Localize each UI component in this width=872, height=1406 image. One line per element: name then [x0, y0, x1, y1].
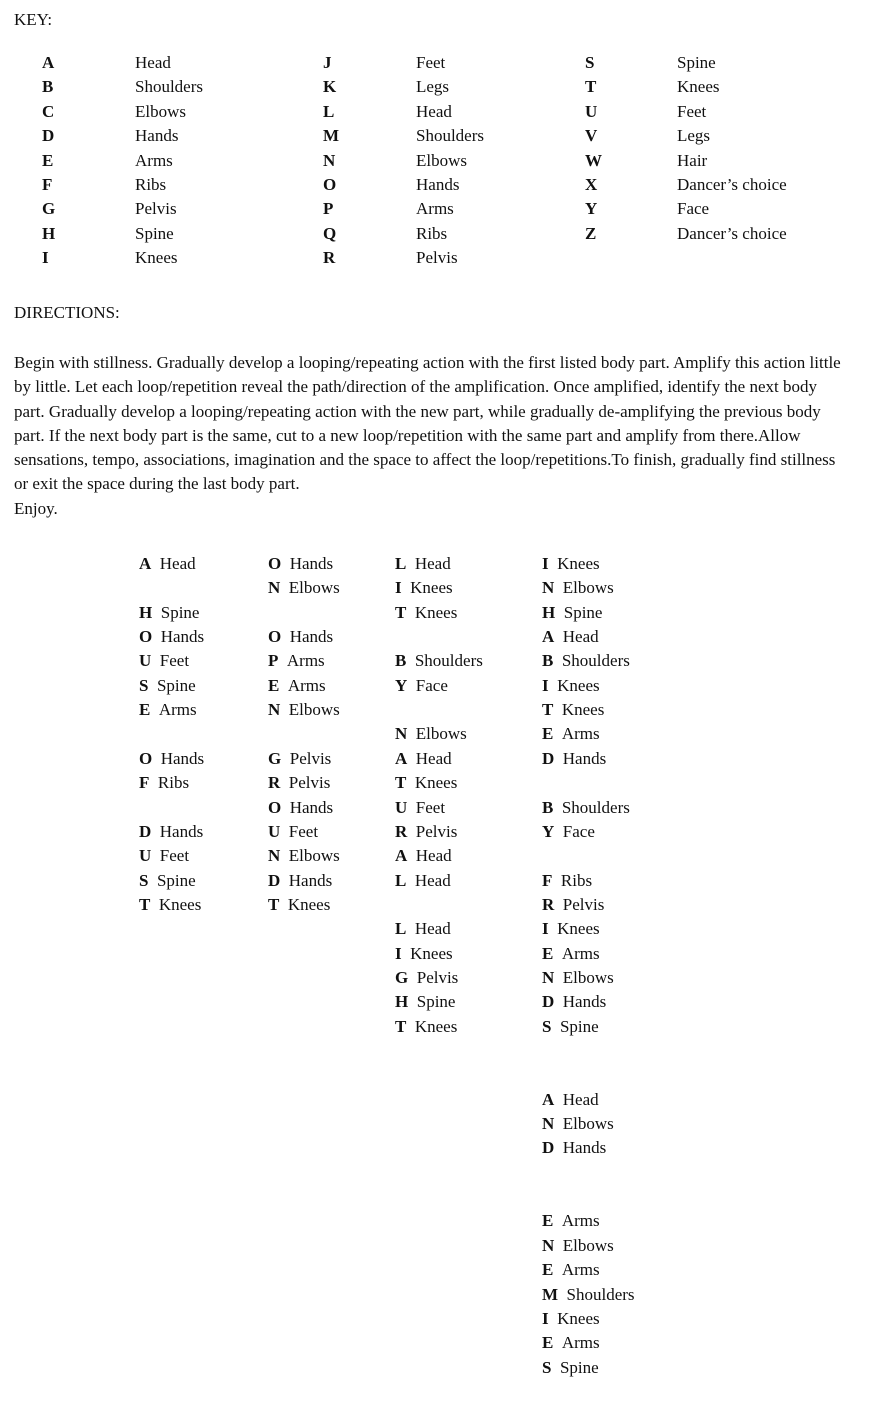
sequence-body-part: Head: [415, 748, 452, 768]
sequence-letter: L: [395, 554, 407, 573]
sequence-entry: [542, 1333, 600, 1353]
sequence-body-part: Shoulders: [561, 797, 630, 817]
sequence-letter: A: [139, 554, 152, 573]
sequence-body-part: Elbows: [562, 1235, 614, 1255]
key-letter: X: [585, 175, 598, 194]
sequence-entry: [395, 944, 453, 964]
key-letter: S: [585, 53, 595, 72]
key-body-part: Head: [135, 53, 171, 72]
key-body-part: Legs: [416, 77, 450, 97]
sequence-entry: [542, 1260, 600, 1280]
sequence-letter: O: [139, 627, 153, 647]
sequence-entry: [395, 798, 445, 818]
sequence-body-part: Knees: [410, 943, 453, 963]
sequence-letter: N: [542, 1114, 555, 1134]
sequence-entry: [395, 749, 452, 769]
sequence-letter: T: [395, 1016, 407, 1036]
sequence-body-part: Head: [562, 627, 599, 647]
sequence-body-part: Face: [562, 821, 595, 841]
sequence-entry: [542, 1211, 600, 1231]
sequence-letter: A: [395, 748, 408, 768]
sequence-entry: [542, 992, 606, 1012]
sequence-entry: [542, 603, 602, 623]
sequence-entry: [542, 724, 600, 744]
sequence-letter: N: [542, 1235, 555, 1255]
sequence-body-part: Elbows: [415, 724, 467, 744]
sequence-letter: M: [542, 1284, 559, 1304]
sequence-entry: [395, 578, 453, 598]
sequence-entry: [395, 724, 467, 744]
sequence-body-part: Hands: [289, 797, 334, 817]
sequence-body-part: Spine: [156, 870, 196, 890]
sequence-letter: F: [542, 870, 553, 890]
key-body-part: Feet: [416, 53, 446, 72]
key-body-part: Face: [677, 199, 710, 219]
sequence-letter: A: [542, 1089, 555, 1109]
sequence-entry: [542, 627, 599, 647]
key-letter: M: [323, 126, 340, 146]
sequence-body-part: Spine: [563, 602, 603, 622]
sequence-entry: [268, 651, 325, 671]
key-letter: G: [42, 199, 56, 219]
sequence-entry: [542, 968, 614, 988]
sequence-body-part: Face: [415, 675, 448, 695]
sequence-entry: [268, 700, 340, 720]
key-body-part: Hair: [677, 150, 708, 170]
sequence-body-part: Arms: [158, 700, 197, 720]
sequence-body-part: Elbows: [562, 967, 614, 987]
sequence-letter: B: [395, 651, 407, 671]
sequence-body-part: Hands: [289, 554, 334, 573]
sequence-entry: [395, 822, 457, 842]
sequence-entry: [395, 603, 457, 623]
key-body-part: Pelvis: [135, 199, 177, 219]
sequence-entry: [139, 651, 189, 671]
sequence-body-part: Spine: [559, 1357, 599, 1377]
key-letter: Y: [585, 199, 598, 219]
sequence-entry: [542, 700, 604, 720]
sequence-entry: [542, 944, 600, 964]
sequence-body-part: Pelvis: [416, 967, 459, 987]
sequence-body-part: Knees: [557, 554, 600, 573]
directions-paragraph: Begin with stillness. Gradually develop a looping/repeating action with the first listed body part. Amplify this action little by little. Let each loop/repetition reveal the path/direction of the amplification. Once amplified, identify the next body part. Gradually develop a looping/repeating action with the new part, while gradually de-amplifying the previous body part. If the next body part is the same, cut to a new loop/repetition with the same part and amplify from there.Allow sensations, tempo, associations, imagination and the space to affect the loop/repetitions.To finish, gradually find stillness or exit the space during the last body part.: [14, 353, 841, 494]
sequence-entry: [268, 627, 333, 647]
sequence-body-part: Ribs: [157, 773, 190, 793]
key-letter: B: [42, 77, 54, 97]
sequence-body-part: Arms: [287, 675, 326, 695]
key-letter: C: [42, 101, 55, 121]
key-body-part: Shoulders: [416, 126, 484, 146]
sequence-letter: I: [542, 554, 549, 573]
key-letter: Z: [585, 223, 597, 243]
sequence-letter: P: [268, 651, 279, 671]
key-letter: I: [42, 248, 49, 268]
sequence-letter: I: [542, 919, 549, 939]
sequence-letter: O: [268, 554, 282, 573]
sequence-entry: [395, 919, 451, 939]
sequence-entry: [139, 676, 196, 696]
sequence-body-part: Knees: [557, 1308, 600, 1328]
sequence-body-part: Head: [414, 554, 451, 573]
key-body-part: Elbows: [135, 101, 186, 121]
sequence-body-part: Knees: [414, 602, 458, 622]
sequence-body-part: Arms: [561, 1260, 600, 1280]
key-body-part: Dancer’s choice: [677, 175, 787, 194]
key-letter: K: [323, 77, 337, 97]
sequence-body-part: Arms: [561, 1211, 600, 1231]
sequence-letter: S: [139, 675, 149, 695]
sequence-letter: G: [395, 967, 409, 987]
sequence-body-part: Pelvis: [289, 748, 332, 768]
sequence-body-part: Knees: [557, 919, 600, 939]
key-letter: P: [323, 199, 334, 219]
sequence-body-part: Hands: [159, 821, 204, 841]
directions-heading: DIRECTIONS:: [14, 303, 120, 322]
sequence-body-part: Hands: [160, 627, 205, 647]
sequence-entry: [139, 871, 196, 891]
sequence-body-part: Knees: [410, 578, 453, 598]
sequence-entry: [542, 554, 600, 574]
sequence-letter: E: [542, 724, 554, 744]
key-body-part: Legs: [677, 126, 711, 146]
sequence-body-part: Shoulders: [414, 651, 483, 671]
sequence-entry: [542, 749, 606, 769]
sequence-entry: [268, 773, 330, 793]
key-body-part: Spine: [135, 223, 174, 243]
sequence-entry: [542, 651, 630, 671]
directions-body: [14, 351, 844, 521]
sequence-letter: N: [395, 724, 408, 744]
key-body-part: Ribs: [416, 223, 448, 243]
sequence-letter: D: [268, 870, 281, 890]
sequence-entry: [395, 871, 451, 891]
sequence-body-part: Spine: [160, 602, 200, 622]
key-body-part: Ribs: [135, 175, 167, 194]
sequence-body-part: Elbows: [562, 1114, 614, 1134]
sequence-entry: [395, 968, 458, 988]
sequence-entry: [395, 554, 451, 574]
sequence-body-part: Pelvis: [562, 894, 605, 914]
key-body-part: Shoulders: [135, 77, 203, 97]
key-letter: N: [323, 150, 336, 170]
sequence-letter: D: [542, 992, 555, 1012]
sequence-entry: [542, 871, 592, 891]
sequence-body-part: Head: [414, 919, 451, 939]
key-body-part: Arms: [135, 150, 173, 170]
sequence-letter: L: [395, 870, 407, 890]
sequence-letter: D: [542, 748, 555, 768]
sequence-entry: [542, 1114, 614, 1134]
sequence-entry: [395, 1017, 457, 1037]
key-letter: J: [323, 53, 332, 72]
sequence-body-part: Ribs: [560, 870, 593, 890]
sequence-entry: [542, 1309, 600, 1329]
sequence-letter: S: [139, 870, 149, 890]
sequence-letter: B: [542, 797, 554, 817]
sequence-body-part: Head: [562, 1089, 599, 1109]
sequence-entry: [542, 919, 600, 939]
sequence-letter: E: [542, 1260, 554, 1280]
sequence-letter: T: [139, 894, 151, 914]
sequence-letter: D: [139, 821, 152, 841]
sequence-body-part: Knees: [561, 700, 605, 720]
sequence-entry: [542, 1236, 614, 1256]
sequence-letter: N: [542, 967, 555, 987]
sequence-entry: [542, 798, 630, 818]
sequence-entry: [139, 895, 201, 915]
sequence-body-part: Arms: [561, 943, 600, 963]
sequence-entry: [542, 676, 600, 696]
sequence-letter: R: [542, 894, 555, 914]
sequence-body-part: Spine: [416, 992, 456, 1012]
key-body-part: Feet: [677, 101, 707, 121]
sequence-letter: E: [542, 1333, 554, 1353]
sequence-letter: H: [542, 602, 556, 622]
sequence-body-part: Hands: [562, 748, 607, 768]
sequence-body-part: Pelvis: [288, 773, 331, 793]
sequence-entry: [139, 700, 197, 720]
key-letter: Q: [323, 223, 337, 243]
sequence-entry: [395, 773, 457, 793]
sequence-body-part: Pelvis: [415, 821, 458, 841]
sequence-letter: A: [395, 846, 408, 866]
sequence-letter: U: [139, 651, 152, 671]
sequence-letter: E: [268, 675, 280, 695]
sequence-body-part: Feet: [159, 651, 190, 671]
key-letter: R: [323, 248, 336, 268]
sequence-body-part: Hands: [562, 992, 607, 1012]
sequence-letter: I: [542, 675, 549, 695]
sequence-body-part: Head: [159, 554, 196, 573]
key-body-part: Dancer’s choice: [677, 223, 787, 243]
sequence-letter: U: [395, 797, 408, 817]
key-letter: T: [585, 77, 597, 97]
sequence-letter: F: [139, 773, 150, 793]
sequence-body-part: Arms: [561, 724, 600, 744]
sequence-body-part: Hands: [562, 1138, 607, 1158]
sequence-entry: [542, 578, 614, 598]
sequence-entry: [395, 992, 455, 1012]
sequence-body-part: Elbows: [288, 700, 340, 720]
key-body-part: Hands: [135, 126, 179, 146]
sequence-entry: [268, 822, 318, 842]
sequence-body-part: Knees: [414, 1016, 458, 1036]
sequence-letter: N: [268, 578, 281, 598]
sequence-entry: [542, 1358, 599, 1378]
sequence-body-part: Elbows: [562, 578, 614, 598]
sequence-letter: Y: [395, 675, 408, 695]
sequence-entry: [268, 578, 340, 598]
sequence-letter: O: [268, 797, 282, 817]
sequence-letter: E: [139, 700, 151, 720]
sequence-body-part: Shoulders: [566, 1284, 635, 1304]
key-body-part: Hands: [416, 175, 460, 194]
sequence-letter: T: [268, 894, 280, 914]
key-body-part: Head: [416, 101, 452, 121]
sequence-letter: E: [542, 1211, 554, 1231]
sequence-letter: I: [395, 943, 402, 963]
sequence-entry: [542, 1017, 599, 1037]
sequence-letter: H: [395, 992, 409, 1012]
key-letter: D: [42, 126, 55, 146]
key-letter: L: [323, 101, 335, 121]
sequence-body-part: Elbows: [288, 846, 340, 866]
sequence-letter: B: [542, 651, 554, 671]
sequence-entry: [268, 895, 330, 915]
sequence-letter: S: [542, 1016, 552, 1036]
sequence-letter: N: [542, 578, 555, 598]
key-letter: E: [42, 150, 54, 170]
key-body-part: Elbows: [416, 150, 467, 170]
sequence-letter: R: [395, 821, 408, 841]
sequence-entry: [542, 1090, 599, 1110]
sequence-letter: T: [395, 773, 407, 793]
sequence-body-part: Knees: [158, 894, 202, 914]
sequence-entry: [542, 895, 604, 915]
sequence-letter: O: [268, 627, 282, 647]
sequence-entry: [395, 846, 452, 866]
sequence-letter: I: [542, 1308, 549, 1328]
sequence-letter: L: [395, 919, 407, 939]
key-letter: A: [42, 53, 55, 72]
sequence-entry: [395, 676, 448, 696]
sequence-body-part: Shoulders: [561, 651, 630, 671]
sequence-body-part: Arms: [286, 651, 325, 671]
sequence-body-part: Knees: [287, 894, 331, 914]
sequence-entry: [268, 749, 331, 769]
sequence-letter: N: [268, 846, 281, 866]
sequence-entry: [139, 749, 204, 769]
sequence-entry: [139, 603, 199, 623]
sequence-letter: D: [542, 1138, 555, 1158]
key-letter: W: [585, 150, 602, 170]
key-heading: KEY:: [14, 10, 53, 29]
sequence-body-part: Spine: [559, 1016, 599, 1036]
key-body-part: Pelvis: [416, 248, 458, 268]
sequence-entry: [139, 822, 203, 842]
sequence-body-part: Head: [415, 846, 452, 866]
key-letter: U: [585, 101, 598, 121]
sequence-body-part: Spine: [156, 675, 196, 695]
sequence-entry: [139, 627, 204, 647]
key-letter: F: [42, 175, 53, 194]
sequence-entry: [268, 554, 333, 574]
sequence-entry: [139, 554, 196, 574]
sequence-body-part: Hands: [160, 748, 205, 768]
sequence-body-part: Arms: [561, 1333, 600, 1353]
sequence-body-part: Feet: [159, 846, 190, 866]
key-letter: O: [323, 175, 337, 194]
sequence-entry: [139, 846, 189, 866]
sequence-body-part: Hands: [288, 870, 333, 890]
sequence-entry: [139, 773, 189, 793]
sequence-entry: [268, 871, 332, 891]
sequence-entry: [395, 651, 483, 671]
sequence-letter: O: [139, 748, 153, 768]
sequence-body-part: Head: [414, 870, 451, 890]
sequence-letter: U: [139, 846, 152, 866]
sequence-letter: T: [395, 602, 407, 622]
sequence-entry: [268, 676, 326, 696]
sequence-entry: [542, 1285, 635, 1305]
key-body-part: Knees: [135, 248, 178, 268]
sequence-letter: N: [268, 700, 281, 720]
sequence-entry: [268, 798, 333, 818]
directions-closing: Enjoy.: [14, 498, 58, 518]
sequence-entry: [542, 1138, 606, 1158]
sequence-letter: S: [542, 1357, 552, 1377]
sequence-letter: E: [542, 943, 554, 963]
sequence-body-part: Knees: [414, 773, 458, 793]
sequence-body-part: Feet: [288, 821, 319, 841]
key-body-part: Arms: [416, 199, 454, 219]
key-body-part: Knees: [677, 77, 720, 97]
sequence-letter: I: [395, 578, 402, 598]
key-letter: H: [42, 223, 56, 243]
sequence-letter: G: [268, 748, 282, 768]
key-body-part: Spine: [677, 53, 716, 72]
sequence-body-part: Feet: [415, 797, 446, 817]
key-letter: V: [585, 126, 598, 146]
sequence-body-part: Elbows: [288, 578, 340, 598]
sequence-letter: R: [268, 773, 281, 793]
sequence-letter: U: [268, 821, 281, 841]
sequence-letter: Y: [542, 821, 555, 841]
sequence-body-part: Hands: [289, 627, 334, 647]
sequence-entry: [268, 846, 340, 866]
sequence-letter: T: [542, 700, 554, 720]
sequence-letter: A: [542, 627, 555, 647]
sequence-letter: H: [139, 602, 153, 622]
sequence-entry: [542, 822, 595, 842]
sequence-body-part: Knees: [557, 675, 600, 695]
